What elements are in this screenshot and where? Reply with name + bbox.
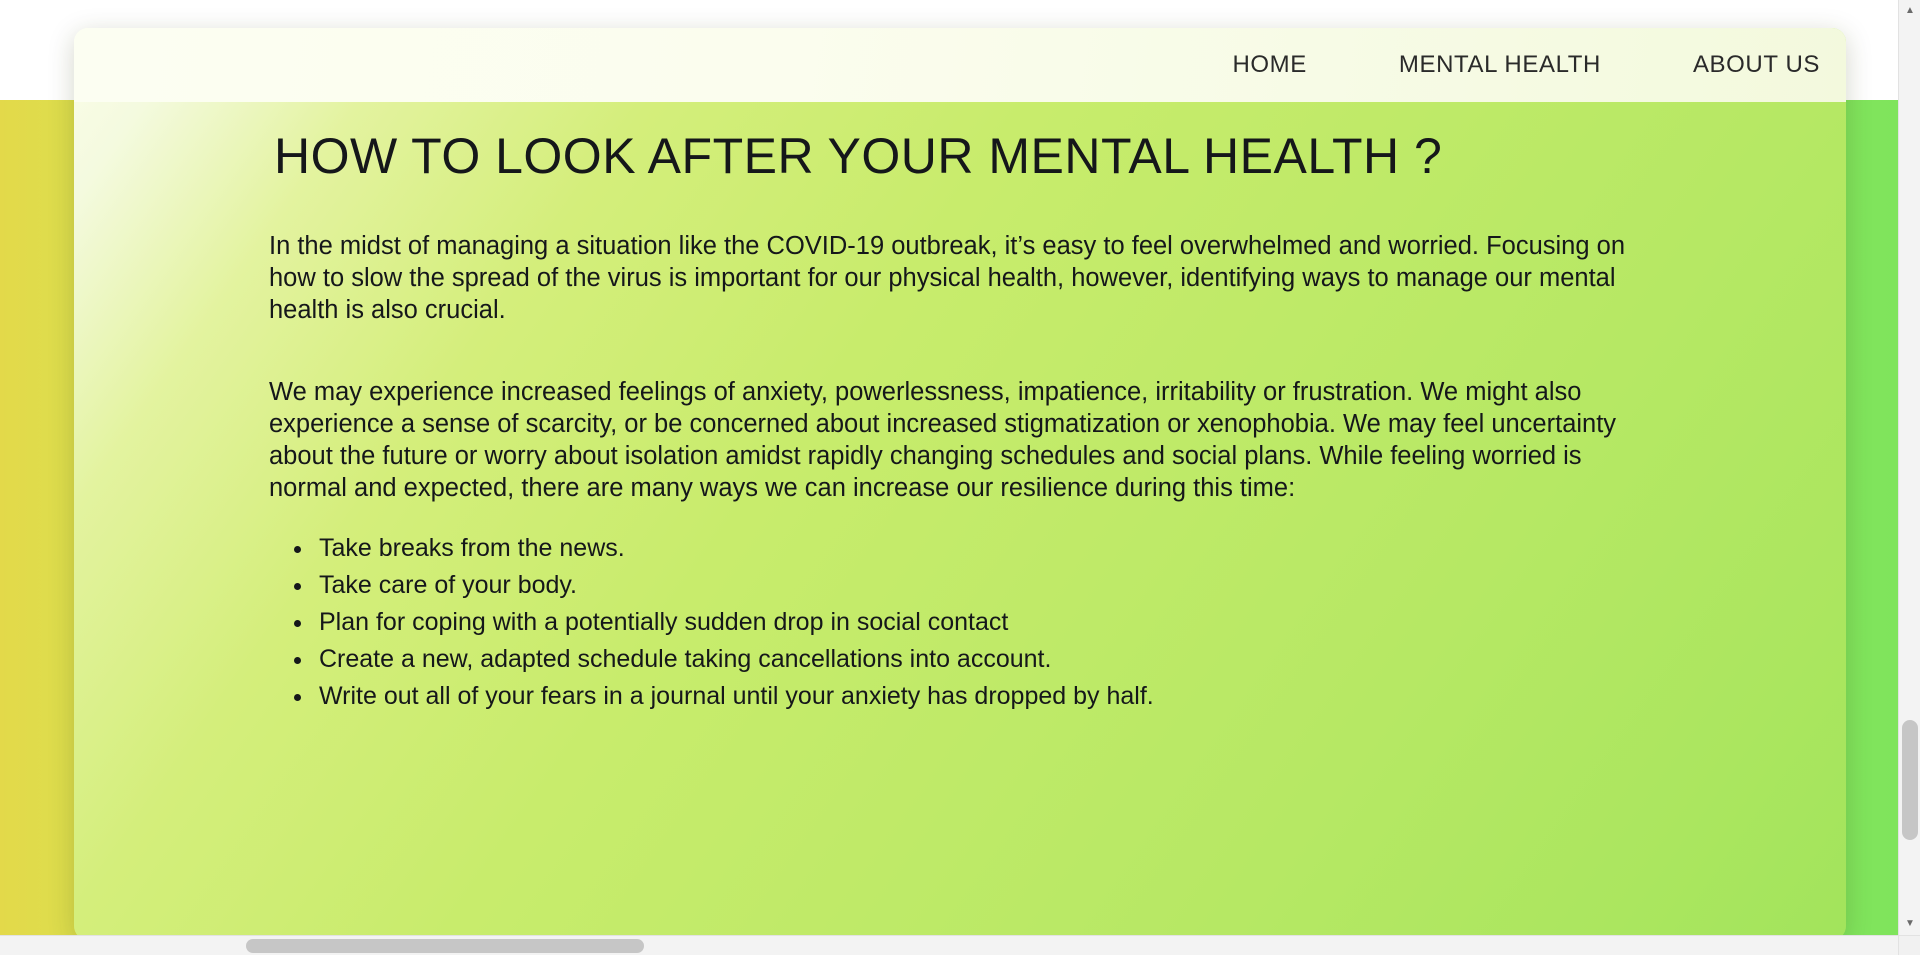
list-item: • Take breaks from the news. bbox=[315, 530, 1656, 567]
page-title: HOW TO LOOK AFTER YOUR MENTAL HEALTH ? bbox=[274, 128, 1443, 184]
scroll-down-arrow-icon[interactable]: ▼ bbox=[1899, 913, 1920, 933]
resilience-tips-list bbox=[269, 530, 1656, 715]
list-item: • Write out all of your fears in a journal until your anxiety has dropped by half. bbox=[315, 678, 1656, 715]
list-item: • Create a new, adapted schedule taking cancellations into account. bbox=[315, 641, 1656, 678]
nav-item-about-us[interactable]: ABOUT US bbox=[1692, 51, 1820, 78]
content-card bbox=[74, 28, 1846, 940]
scrollbar-corner bbox=[1898, 935, 1920, 955]
horizontal-scrollbar[interactable] bbox=[0, 935, 1898, 955]
article-paragraph-1: In the midst of managing a situation like the COVID-19 outbreak, it’s easy to feel overwhelmed and worried. Focusing on how to slow the spread of the virus is important for our physical health, however, identifying ways to manage our mental health is also crucial. bbox=[269, 231, 1625, 324]
list-item: • Take care of your body. bbox=[315, 567, 1656, 604]
site-navigation bbox=[74, 28, 1846, 102]
horizontal-scrollbar-thumb[interactable] bbox=[246, 939, 644, 953]
article-content bbox=[114, 186, 1806, 716]
list-item: • Plan for coping with a potentially sudden drop in social contact bbox=[315, 604, 1656, 641]
vertical-scrollbar[interactable] bbox=[1898, 0, 1920, 955]
article-paragraph-2: We may experience increased feelings of anxiety, powerlessness, impatience, irritability or frustration. We might also experience a sense of scarcity, or be concerned about increased stigmatization or xenophobia. We may feel uncertainty about the future or worry about isolation amidst rapidly changing schedules and social plans. While feeling worried is normal and expected, there are many ways we can increase our resilience during this time: bbox=[269, 377, 1617, 503]
nav-item-mental-health[interactable]: MENTAL HEALTH bbox=[1398, 51, 1601, 78]
article-body bbox=[74, 102, 1846, 940]
vertical-scrollbar-thumb[interactable] bbox=[1902, 720, 1918, 840]
nav-item-home[interactable]: HOME bbox=[1232, 51, 1307, 78]
scroll-up-arrow-icon[interactable]: ▲ bbox=[1899, 0, 1920, 20]
